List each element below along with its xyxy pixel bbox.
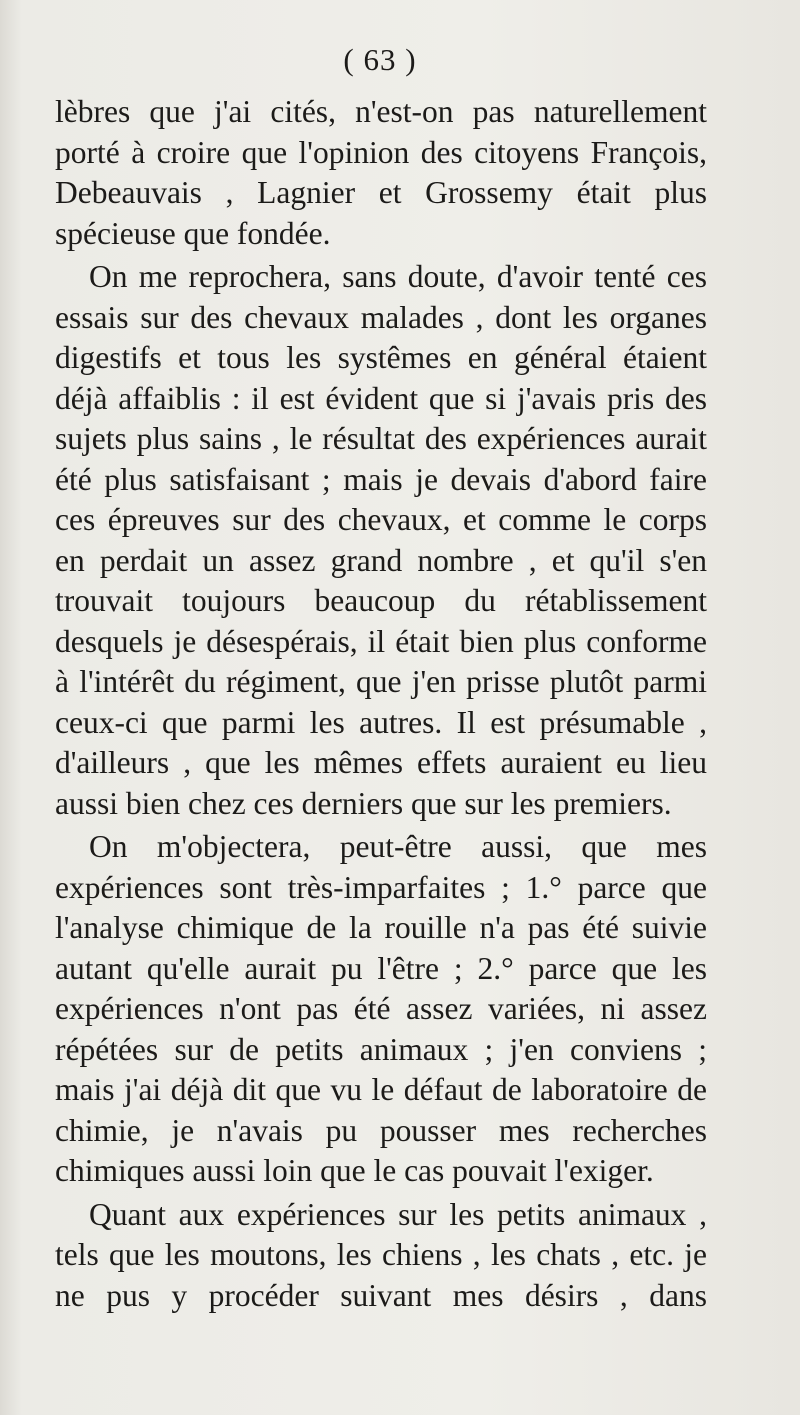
body-text bbox=[55, 92, 707, 1319]
paragraph-1: lèbres que j'ai cités, n'est-on pas naturellement porté à croire que l'opinion des citoyens François, Debeauvais , Lagnier et Grossemy était plus spécieuse que fondée. bbox=[55, 94, 707, 251]
page-number: ( 63 ) bbox=[343, 42, 417, 77]
paragraph-2: On me reprochera, sans doute, d'avoir tenté ces essais sur des chevaux malades , dont les organes digestifs et tous les systêmes en général étaient déjà affaiblis : il est évident que si j'avais pris des sujets plus sains , le résultat des expériences aurait été plus satisfaisant ; mais je devais d'abord faire ces épreuves sur des chevaux, et comme le corps en perdait un assez grand nombre , et qu'il s'en trouvait toujours beaucoup du rétablissement desquels je désespérais, il était bien plus conforme à l'intérêt du régiment, que j'en prisse plutôt parmi ceux-ci que parmi les autres. Il est présumable , d'ailleurs , que les mêmes effets auraient eu lieu aussi bien chez ces derniers que sur les premiers. bbox=[55, 259, 707, 821]
paragraph-4: Quant aux expériences sur les petits animaux , tels que les moutons, les chiens , les chats , etc. je ne pus y procéder suivant mes désirs , dans bbox=[55, 1196, 707, 1313]
paragraph-3: On m'objectera, peut-être aussi, que mes expériences sont très-imparfaites ; 1.° parce que l'analyse chimique de la rouille n'a pas été suivie autant qu'elle aurait pu l'être ; 2.° parce que les expériences n'ont pas été assez variées, ni assez répétées sur de petits animaux ; j'en conviens ; mais j'ai déjà dit que vu le défaut de laboratoire de chimie, je n'avais pu pousser mes recherches chimiques aussi loin que le cas pouvait l'exiger. bbox=[55, 829, 707, 1188]
